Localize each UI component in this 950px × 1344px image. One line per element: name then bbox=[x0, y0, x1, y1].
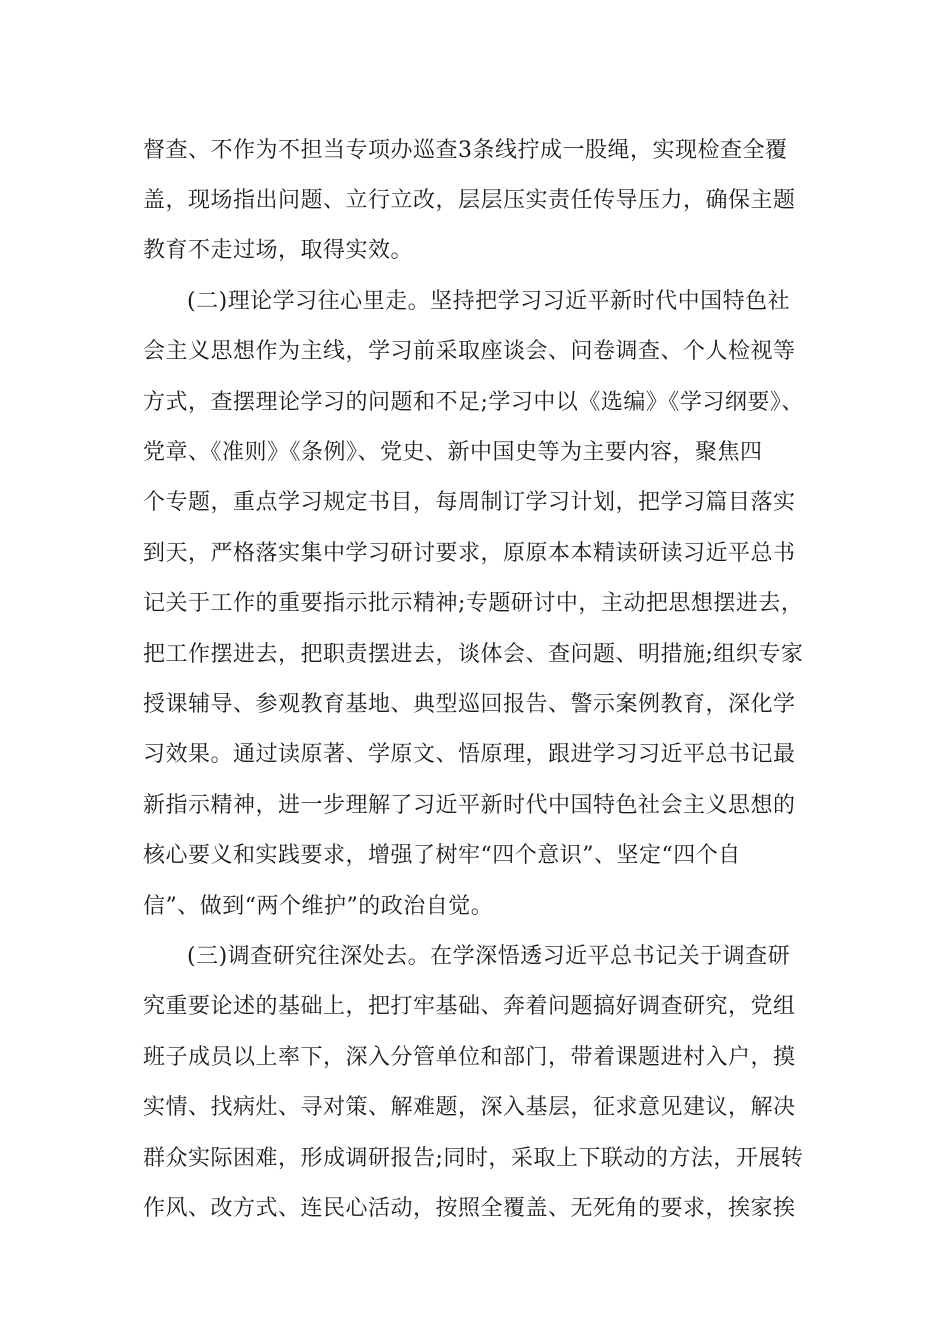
text-line: 新指示精神，进一步理解了习近平新时代中国特色社会主义思想的 bbox=[143, 793, 796, 818]
text-line: 把工作摆进去，把职责摆进去，谈体会、查问题、明措施;组织专家 bbox=[143, 642, 804, 667]
text-line: 班子成员以上率下，深入分管单位和部门，带着课题进村入户，摸 bbox=[143, 1045, 796, 1070]
text-line: 督查、不作为不担当专项办巡查3条线拧成一股绳，实现检查全覆 bbox=[143, 138, 788, 163]
text-line: 方式，查摆理论学习的问题和不足;学习中以《选编》《学习纲要》、 bbox=[143, 390, 804, 415]
text-line: 教育不走过场，取得实效。 bbox=[143, 238, 414, 263]
text-line: 究重要论述的基础上，把打牢基础、奔着问题搞好调查研究，党组 bbox=[143, 994, 796, 1019]
text-line: 记关于工作的重要指示批示精神;专题研讨中，主动把思想摆进去， bbox=[143, 591, 804, 616]
text-line: 盖，现场指出问题、立行立改，层层压实责任传导压力，确保主题 bbox=[143, 188, 796, 213]
text-line: 实情、找病灶、寻对策、解难题，深入基层，征求意见建议，解决 bbox=[143, 1095, 796, 1120]
paragraph-heading-line: (二)理论学习往心里走。坚持把学习习近平新时代中国特色社 bbox=[187, 289, 791, 314]
text-line: 群众实际困难，形成调研报告;同时，采取上下联动的方法，开展转 bbox=[143, 1146, 804, 1171]
text-line: 核心要义和实践要求，增强了树牢“四个意识”、坚定“四个自 bbox=[143, 843, 741, 868]
paragraph-heading-line: (三)调查研究往深处去。在学深悟透习近平总书记关于调查研 bbox=[187, 944, 791, 969]
text-line: 会主义思想作为主线，学习前采取座谈会、问卷调查、个人检视等 bbox=[143, 339, 796, 364]
text-line: 习效果。通过读原著、学原文、悟原理，跟进学习习近平总书记最 bbox=[143, 742, 796, 767]
text-line: 党章、《准则》《条例》、党史、新中国史等为主要内容，聚焦四 bbox=[143, 440, 763, 465]
text-line: 个专题，重点学习规定书目，每周制订学习计划，把学习篇目落实 bbox=[143, 490, 796, 515]
text-line: 作风、改方式、连民心活动，按照全覆盖、无死角的要求，挨家挨 bbox=[143, 1196, 796, 1221]
text-line: 信”、做到“两个维护”的政治自觉。 bbox=[143, 894, 494, 919]
text-line: 到天，严格落实集中学习研讨要求，原原本本精读研读习近平总书 bbox=[143, 541, 796, 566]
text-line: 授课辅导、参观教育基地、典型巡回报告、警示案例教育，深化学 bbox=[143, 692, 796, 717]
